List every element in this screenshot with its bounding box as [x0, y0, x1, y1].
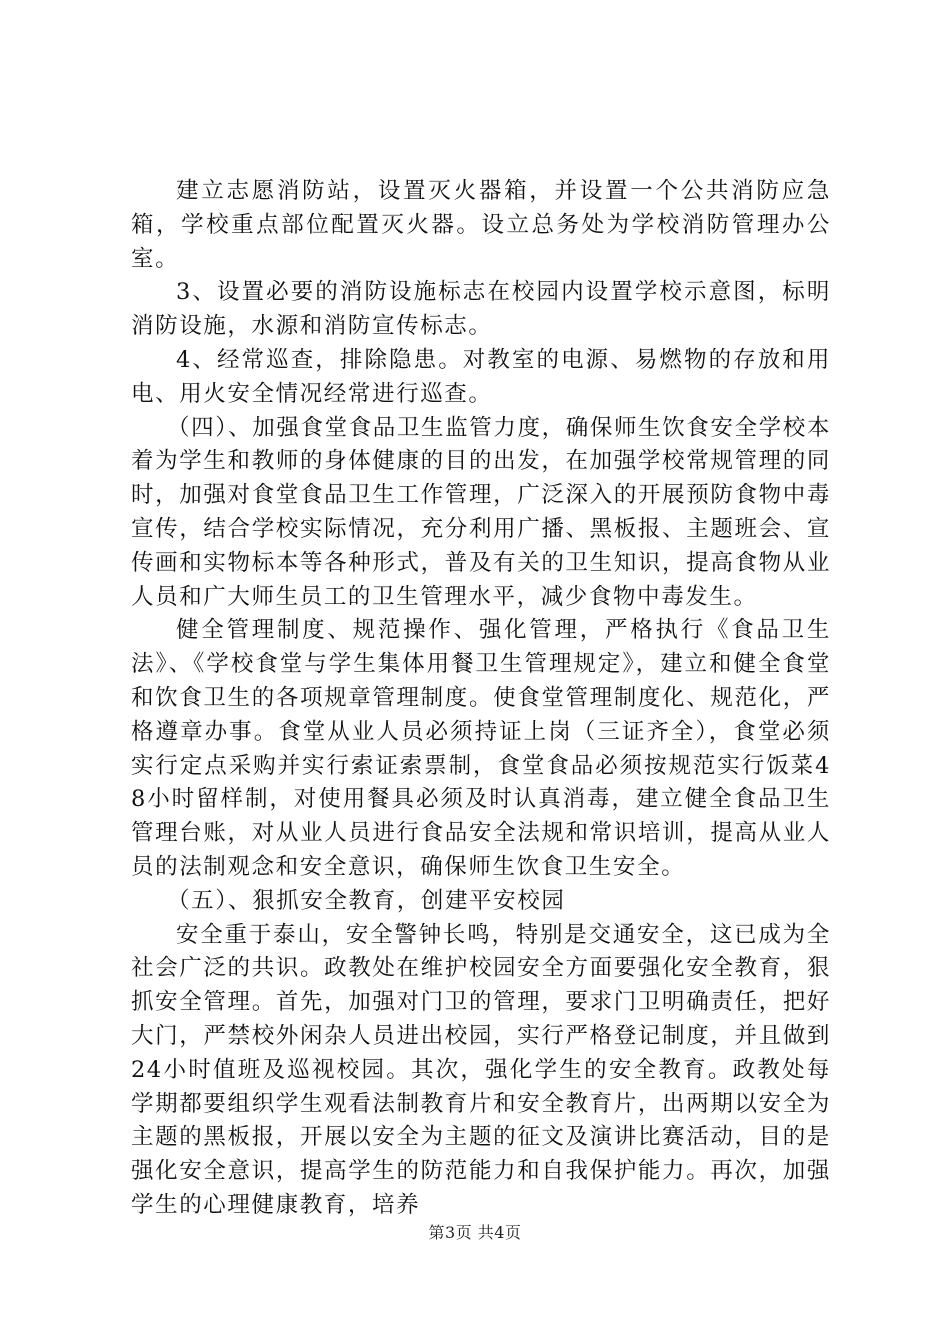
paragraph-6: （五）、狠抓安全教育，创建平安校园	[167, 887, 566, 914]
paragraph-2: 3、设置必要的消防设施标志在校园内设置学校示意图，标明消防设施，水源和消防宣传标志。	[131, 279, 831, 340]
paragraph-7: 安全重于泰山，安全警钟长鸣，特别是交通安全，这已成为全社会广泛的共识。政教处在维护校园安全方面要强化安全教育，狠抓安全管理。首先，加强对门卫的管理，要求门卫明确责任，把好大门，严禁校外闲杂人员进出校园，实行严格登记制度，并且做到24小时值班及巡视校园。其次，强化学生的安全教育。政教处每学期都要组织学生观看法制教育片和安全教育片，出两期以安全为主题的黑板报，开展以安全为主题的征文及演讲比赛活动，目的是强化安全意识，提高学生的防范能力和自我保护能力。再次，加强学生的心理健康教育，培养	[131, 921, 831, 1218]
page-footer: 第3页 共4页	[428, 1223, 522, 1242]
paragraph-1: 建立志愿消防站，设置灭火器箱，并设置一个公共消防应急箱，学校重点部位配置灭火器。设立总务处为学校消防管理办公室。	[131, 178, 831, 272]
document-body	[131, 175, 831, 1223]
paragraph-3: 4、经常巡查，排除隐患。对教室的电源、易燃物的存放和用电、用火安全情况经常进行巡查。	[131, 346, 831, 407]
paragraph-4: （四）、加强食堂食品卫生监管力度，确保师生饮食安全学校本着为学生和教师的身体健康的目的出发，在加强学校常规管理的同时，加强对食堂食品卫生工作管理，广泛深入的开展预防食物中毒宣传，结合学校实际情况，充分利用广播、黑板报、主题班会、宣传画和实物标本等各种形式，普及有关的卫生知识，提高食物从业人员和广大师生员工的卫生管理水平，减少食物中毒发生。	[131, 414, 831, 610]
paragraph-5: 健全管理制度、规范操作、强化管理，严格执行《食品卫生法》、《学校食堂与学生集体用餐卫生管理规定》，建立和健全食堂和饮食卫生的各项规章管理制度。使食堂管理制度化、规范化，严格遵章办事。食堂从业人员必须持证上岗（三证齐全），食堂必须实行定点采购并实行索证索票制，食堂食品必须按规范实行饭菜48小时留样制，对使用餐具必须及时认真消毒，建立健全食品卫生管理台账，对从业人员进行食品安全法规和常识培训，提高从业人员的法制观念和安全意识，确保师生饮食卫生安全。	[131, 617, 831, 880]
